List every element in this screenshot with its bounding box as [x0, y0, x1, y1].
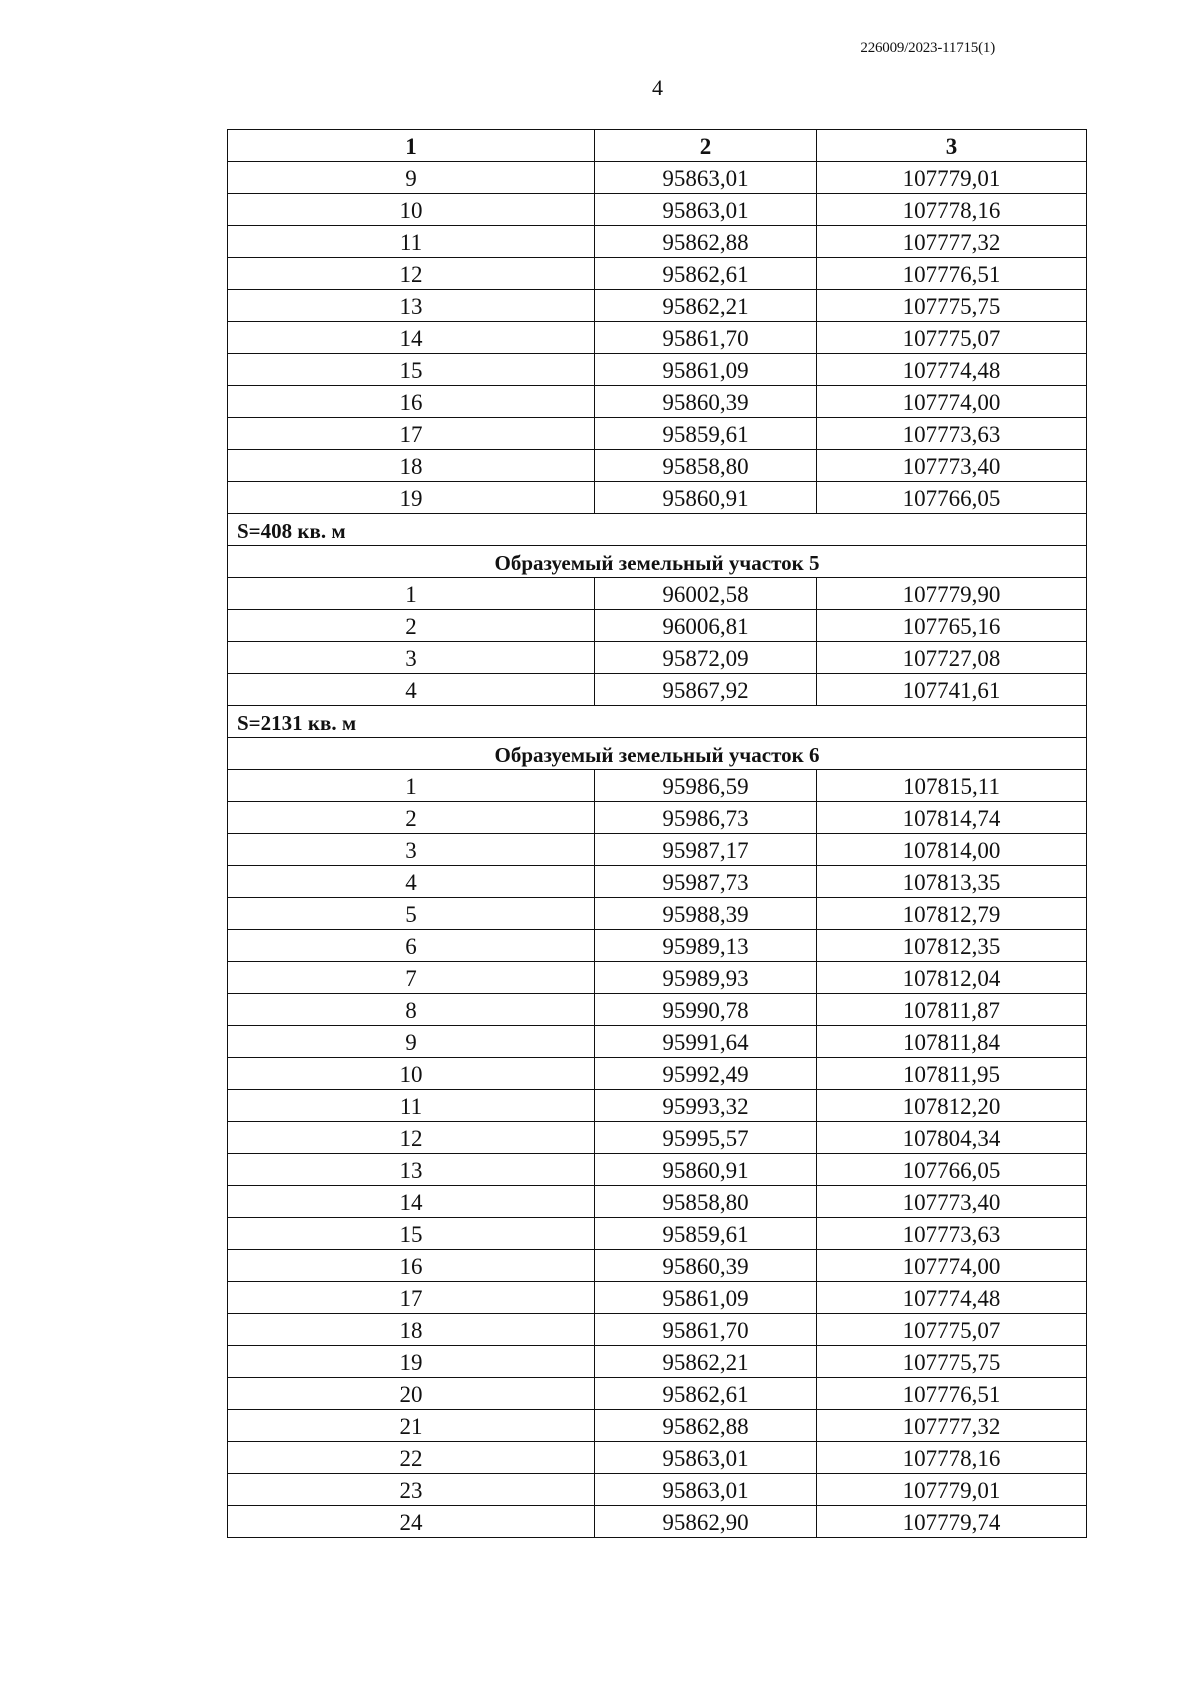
y-coordinate-cell: 107779,01	[817, 1474, 1087, 1506]
x-coordinate-cell: 95863,01	[595, 194, 817, 226]
x-coordinate-cell: 95992,49	[595, 1058, 817, 1090]
table-row	[228, 610, 1087, 642]
x-coordinate-cell: 95862,21	[595, 290, 817, 322]
y-coordinate-cell: 107779,74	[817, 1506, 1087, 1538]
table-row	[228, 674, 1087, 706]
x-coordinate-cell: 95863,01	[595, 162, 817, 194]
table-header	[228, 130, 1087, 162]
x-coordinate-cell: 95986,73	[595, 802, 817, 834]
table-row	[228, 994, 1087, 1026]
y-coordinate-cell: 107775,75	[817, 290, 1087, 322]
table-row	[228, 1218, 1087, 1250]
x-coordinate-cell: 95860,39	[595, 1250, 817, 1282]
point-number-cell: 24	[228, 1506, 595, 1538]
point-number-cell: 14	[228, 322, 595, 354]
x-coordinate-cell: 95862,61	[595, 1378, 817, 1410]
table-row	[228, 866, 1087, 898]
x-coordinate-cell: 96002,58	[595, 578, 817, 610]
table-row	[228, 482, 1087, 514]
table-row	[228, 770, 1087, 802]
x-coordinate-cell: 95995,57	[595, 1122, 817, 1154]
y-coordinate-cell: 107773,40	[817, 1186, 1087, 1218]
x-coordinate-cell: 95859,61	[595, 418, 817, 450]
table-row	[228, 1442, 1087, 1474]
point-number-cell: 7	[228, 962, 595, 994]
table-row	[228, 226, 1087, 258]
table-row	[228, 258, 1087, 290]
point-number-cell: 2	[228, 610, 595, 642]
y-coordinate-cell: 107779,90	[817, 578, 1087, 610]
x-coordinate-cell: 95863,01	[595, 1442, 817, 1474]
y-coordinate-cell: 107777,32	[817, 1410, 1087, 1442]
x-coordinate-cell: 95861,09	[595, 1282, 817, 1314]
y-coordinate-cell: 107774,48	[817, 354, 1087, 386]
x-coordinate-cell: 95861,70	[595, 322, 817, 354]
y-coordinate-cell: 107741,61	[817, 674, 1087, 706]
header-cell-point: 1	[228, 130, 595, 162]
section-title: Образуемый земельный участок 5	[228, 546, 1087, 578]
y-coordinate-cell: 107766,05	[817, 482, 1087, 514]
y-coordinate-cell: 107775,07	[817, 1314, 1087, 1346]
y-coordinate-cell: 107727,08	[817, 642, 1087, 674]
y-coordinate-cell: 107765,16	[817, 610, 1087, 642]
point-number-cell: 15	[228, 1218, 595, 1250]
y-coordinate-cell: 107811,84	[817, 1026, 1087, 1058]
y-coordinate-cell: 107766,05	[817, 1154, 1087, 1186]
x-coordinate-cell: 95863,01	[595, 1474, 817, 1506]
table-row	[228, 386, 1087, 418]
coordinates-table	[227, 129, 1087, 1538]
y-coordinate-cell: 107776,51	[817, 258, 1087, 290]
x-coordinate-cell: 95859,61	[595, 1218, 817, 1250]
y-coordinate-cell: 107777,32	[817, 226, 1087, 258]
point-number-cell: 15	[228, 354, 595, 386]
y-coordinate-cell: 107812,20	[817, 1090, 1087, 1122]
point-number-cell: 5	[228, 898, 595, 930]
y-coordinate-cell: 107811,87	[817, 994, 1087, 1026]
table-body	[228, 162, 1087, 1538]
y-coordinate-cell: 107812,04	[817, 962, 1087, 994]
y-coordinate-cell: 107813,35	[817, 866, 1087, 898]
y-coordinate-cell: 107812,35	[817, 930, 1087, 962]
x-coordinate-cell: 95990,78	[595, 994, 817, 1026]
x-coordinate-cell: 95858,80	[595, 1186, 817, 1218]
point-number-cell: 14	[228, 1186, 595, 1218]
x-coordinate-cell: 95993,32	[595, 1090, 817, 1122]
table-row	[228, 642, 1087, 674]
x-coordinate-cell: 95862,88	[595, 1410, 817, 1442]
x-coordinate-cell: 95860,91	[595, 1154, 817, 1186]
y-coordinate-cell: 107775,07	[817, 322, 1087, 354]
x-coordinate-cell: 95861,70	[595, 1314, 817, 1346]
x-coordinate-cell: 95989,13	[595, 930, 817, 962]
area-row	[228, 706, 1087, 738]
point-number-cell: 12	[228, 258, 595, 290]
point-number-cell: 1	[228, 770, 595, 802]
header-row	[228, 130, 1087, 162]
point-number-cell: 10	[228, 194, 595, 226]
y-coordinate-cell: 107775,75	[817, 1346, 1087, 1378]
point-number-cell: 22	[228, 1442, 595, 1474]
y-coordinate-cell: 107773,63	[817, 1218, 1087, 1250]
point-number-cell: 3	[228, 834, 595, 866]
table-row	[228, 450, 1087, 482]
table-row	[228, 1058, 1087, 1090]
y-coordinate-cell: 107778,16	[817, 194, 1087, 226]
x-coordinate-cell: 96006,81	[595, 610, 817, 642]
point-number-cell: 16	[228, 1250, 595, 1282]
table-row	[228, 1474, 1087, 1506]
point-number-cell: 13	[228, 290, 595, 322]
point-number-cell: 18	[228, 450, 595, 482]
x-coordinate-cell: 95861,09	[595, 354, 817, 386]
point-number-cell: 11	[228, 1090, 595, 1122]
y-coordinate-cell: 107812,79	[817, 898, 1087, 930]
page-number: 4	[652, 75, 663, 100]
point-number-cell: 19	[228, 1346, 595, 1378]
area-row	[228, 514, 1087, 546]
table-row	[228, 1154, 1087, 1186]
table-row	[228, 930, 1087, 962]
table-row	[228, 1282, 1087, 1314]
point-number-cell: 10	[228, 1058, 595, 1090]
table-row	[228, 194, 1087, 226]
y-coordinate-cell: 107774,48	[817, 1282, 1087, 1314]
x-coordinate-cell: 95858,80	[595, 450, 817, 482]
table-row	[228, 962, 1087, 994]
point-number-cell: 13	[228, 1154, 595, 1186]
section-title: Образуемый земельный участок 6	[228, 738, 1087, 770]
point-number-cell: 17	[228, 418, 595, 450]
x-coordinate-cell: 95862,88	[595, 226, 817, 258]
point-number-cell: 16	[228, 386, 595, 418]
table-row	[228, 1346, 1087, 1378]
table-row	[228, 802, 1087, 834]
table-row	[228, 354, 1087, 386]
y-coordinate-cell: 107814,00	[817, 834, 1087, 866]
point-number-cell: 1	[228, 578, 595, 610]
header-cell-y: 3	[817, 130, 1087, 162]
table-row	[228, 1378, 1087, 1410]
y-coordinate-cell: 107811,95	[817, 1058, 1087, 1090]
y-coordinate-cell: 107773,63	[817, 418, 1087, 450]
table-row	[228, 1506, 1087, 1538]
y-coordinate-cell: 107774,00	[817, 386, 1087, 418]
y-coordinate-cell: 107814,74	[817, 802, 1087, 834]
point-number-cell: 17	[228, 1282, 595, 1314]
document-number: 226009/2023-11715(1)	[860, 40, 995, 56]
point-number-cell: 23	[228, 1474, 595, 1506]
point-number-cell: 2	[228, 802, 595, 834]
x-coordinate-cell: 95867,92	[595, 674, 817, 706]
table-row	[228, 322, 1087, 354]
x-coordinate-cell: 95862,90	[595, 1506, 817, 1538]
table-row	[228, 1410, 1087, 1442]
table-row	[228, 1250, 1087, 1282]
point-number-cell: 12	[228, 1122, 595, 1154]
x-coordinate-cell: 95991,64	[595, 1026, 817, 1058]
area-label: S=2131 кв. м	[228, 706, 1087, 738]
table-row	[228, 1026, 1087, 1058]
y-coordinate-cell: 107779,01	[817, 162, 1087, 194]
table-row	[228, 578, 1087, 610]
y-coordinate-cell: 107804,34	[817, 1122, 1087, 1154]
header-cell-x: 2	[595, 130, 817, 162]
y-coordinate-cell: 107776,51	[817, 1378, 1087, 1410]
point-number-cell: 9	[228, 162, 595, 194]
y-coordinate-cell: 107778,16	[817, 1442, 1087, 1474]
table-row	[228, 834, 1087, 866]
y-coordinate-cell: 107773,40	[817, 450, 1087, 482]
x-coordinate-cell: 95986,59	[595, 770, 817, 802]
table-row	[228, 1314, 1087, 1346]
table-row	[228, 290, 1087, 322]
table-row	[228, 898, 1087, 930]
point-number-cell: 11	[228, 226, 595, 258]
point-number-cell: 18	[228, 1314, 595, 1346]
y-coordinate-cell: 107815,11	[817, 770, 1087, 802]
point-number-cell: 4	[228, 866, 595, 898]
x-coordinate-cell: 95987,17	[595, 834, 817, 866]
point-number-cell: 3	[228, 642, 595, 674]
table-row	[228, 1186, 1087, 1218]
area-label: S=408 кв. м	[228, 514, 1087, 546]
point-number-cell: 21	[228, 1410, 595, 1442]
x-coordinate-cell: 95862,61	[595, 258, 817, 290]
table-row	[228, 1090, 1087, 1122]
table-row	[228, 162, 1087, 194]
x-coordinate-cell: 95872,09	[595, 642, 817, 674]
x-coordinate-cell: 95862,21	[595, 1346, 817, 1378]
table-row	[228, 418, 1087, 450]
point-number-cell: 8	[228, 994, 595, 1026]
y-coordinate-cell: 107774,00	[817, 1250, 1087, 1282]
x-coordinate-cell: 95860,39	[595, 386, 817, 418]
x-coordinate-cell: 95860,91	[595, 482, 817, 514]
point-number-cell: 4	[228, 674, 595, 706]
x-coordinate-cell: 95987,73	[595, 866, 817, 898]
point-number-cell: 20	[228, 1378, 595, 1410]
x-coordinate-cell: 95989,93	[595, 962, 817, 994]
section-title-row	[228, 738, 1087, 770]
section-title-row	[228, 546, 1087, 578]
x-coordinate-cell: 95988,39	[595, 898, 817, 930]
point-number-cell: 6	[228, 930, 595, 962]
point-number-cell: 19	[228, 482, 595, 514]
table-row	[228, 1122, 1087, 1154]
point-number-cell: 9	[228, 1026, 595, 1058]
